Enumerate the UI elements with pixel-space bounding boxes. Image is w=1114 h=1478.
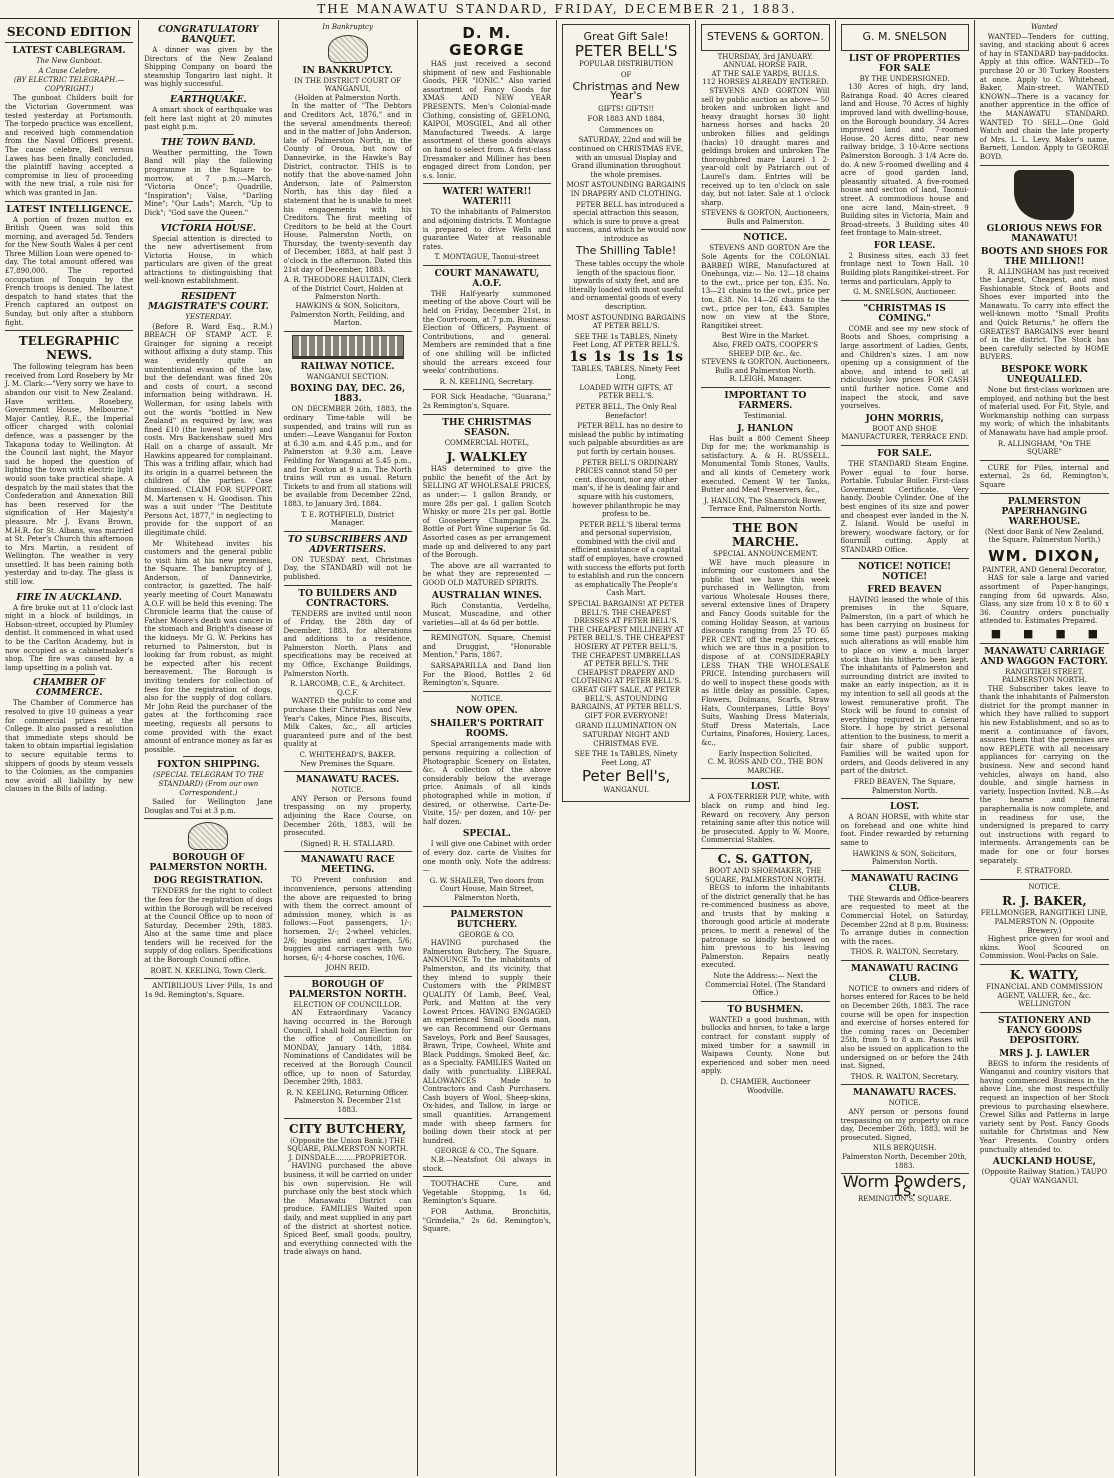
column-6	[696, 20, 835, 1476]
farmers-heading: IMPORTANT TO FARMERS.	[724, 390, 807, 411]
million-heading: BOOTS AND SHOES FOR THE MILLION!!	[980, 246, 1108, 267]
bilious-ad: ANTIBILIOUS Liver Pills, 1s and 1s 9d. Remington's, Square.	[144, 982, 273, 999]
gatton-subheading: BOOT AND SHOEMAKER, THE SQUARE, PALMERSTON NORTH.	[704, 866, 826, 884]
divider	[43, 674, 94, 675]
divider	[841, 960, 969, 961]
chamber-heading: CHAMBER OF COMMERCE.	[33, 678, 106, 699]
butchery-heading: CITY BUTCHERY,	[289, 1121, 407, 1136]
divider	[701, 387, 829, 388]
butchery-proprietor: J. DINSDALE.........PROPRIETOR.	[288, 1153, 407, 1162]
pbutchery-subheading: GEORGE & CO.	[458, 930, 515, 939]
divider	[423, 691, 551, 692]
dixon-ad: HAS for sale a large and varied assortment of Paper-hangings, ranging from 6d upwards. Also, Glass, any size from 10 x 8 to 60 x 36. Country orders punctually attended to. Estimates Prepared.	[979, 574, 1109, 626]
divider	[841, 445, 969, 446]
toothache-ad: TOOTHACHE Cure, and Vegetable Stopping, 1s 6d, Remington's Square.	[422, 1180, 551, 1206]
bushmen-heading: TO BUSHMEN.	[727, 1004, 804, 1015]
election-notice: AN Extraordinary Vacancy having occurred in the Borough Council, I shall hold an Election for the office of Councillor, on MONDAY, January 14th, 1884. Nominations of Candidates will be received at the Borough Council office, up to noon of Saturday, December 29th, 1883.	[283, 1009, 412, 1087]
worm-address: REMINGTON'S, SQUARE.	[857, 1195, 952, 1204]
auckland-heading: AUCKLAND HOUSE,	[992, 1157, 1096, 1168]
allingham-signature: R. ALLINGHAM, "On THE SQUARE"	[997, 439, 1091, 457]
thursday-line: THURSDAY, 3rd JANUARY.	[717, 52, 814, 61]
railway-subheading: WANGANUI SECTION.	[306, 372, 389, 381]
bon-ad: WE have much pleasure in informing our customers and the public that we have this week purchased in Wellington, from various Wholesale Houses there, several extensive lines of Drapery and Fancy Goods suitable for the coming Holiday Season, at various discounts ranging from 25 TO 65 PER CENT. off the regular prices, which we are thus in a position to dispose of at CONSIDERABLY LESS THAN THE WHOLESALE PRICE. Intending purchasers will do well to inspect these goods with as little delay as possible. Capes, Flowers, Dolmans, Scarfs, Straw Hats, Counterpanes, Little Boys' Suits, Washing Dress Materials, Stuff Dress Materials, Lace Curtains, Pinafores, Hosiery, Laces, &c.,	[701, 558, 830, 747]
local-news: Mr Whitehead invites his customers and the general public to visit him at his new premises, the Square. The bankruptcy of J. Anderson, of Dannevirke, contractor, is gazetted. The half-yearly meeting of Court Manawatu A.O.F. will be held this evening. The Chronicle learns that the cause of Father Moore's death was cancer in the stomach and Bright's disease of the kidneys. Mr G. W. Perkins has returned to Palmerston, but is looking far from robust, as might be expected after his recent bereavement. The Borough is inviting tenders for collection of fees for the registration of dogs, also for the supply of dog collars. Mr John Reid the purchaser of the gates at the forthcoming race meeting, requests all persons to come provided with the exact amount of entrance money as far as possible.	[144, 539, 273, 754]
court-notice: THE Half-yearly summoned meeting of the above Court will be held on Friday, December 21st, in the Court-room, at 7 p.m. Business: Election of Officers, Payment of Contributions, and general. Members are reminded that a fine of one shilling will be inflicted should the arrears exceed four weeks' contributions.	[422, 289, 551, 376]
matured-spirits: The above are all warranted to be what they are represented — GOOD OLD MATURED SPIRITS.	[422, 561, 551, 587]
shilling-mark: 1s	[617, 349, 635, 365]
glorious-heading: GLORIOUS NEWS FOR MANAWATU!	[986, 223, 1103, 244]
band-article: Weather permitting, the Town Band will play the following programme in the Square to-morrow, at 7 p.m.:—March, "Victoria Once"; Quadrille, "Inspiration"; Valse, "Darling Mine"; "Our Lads"; March, "Up to Dick"; "God save the Queen."	[144, 148, 273, 217]
wanted-ads: WANTED—Tenders for cutting, saving, and stacking about 6 acres of hay in STANDARD bay-paddocks. Apply at this office. WANTED—To purchase 20 or 30 Turkey Roosters at once. Apply to C. Whitehead, Baker, Main-street. WANTED KNOWN—There is a vacancy for another apprentice in the office of the MANAWATU STANDARD. WANTED TO SELL—One Gold Watch and chain the late property of Mrs. L. L. Levy. Maker's name, Barnett, London. Apply to GEORGE BOYD.	[979, 32, 1109, 161]
divider	[43, 589, 94, 590]
stevens-heading: STEVENS & GORTON.	[706, 30, 824, 43]
column-7	[836, 20, 975, 1476]
water-heading: WATER! WATER!! WATER!!!	[442, 187, 532, 208]
liberal-text: PETER BELL'S liberal terms and personal supervision, combined with the civil and efficient assistance of a capital staff of employes, have crowned with success the efforts put forth to establish and run the concern as emphatically The People's Cash Mart.	[567, 520, 686, 598]
column-2	[139, 20, 278, 1476]
wines-ad: Rich Constantia, Verdelho, Muscat, Muscadine, and other varieties—all at 4s 6d per bottle.	[422, 601, 551, 627]
best-wire: Best Wire in the Market.	[721, 332, 810, 341]
allingham-ad: R. ALLINGHAM has just received the Largest, Cheapest, and most Fashionable Stock of Boots and Shoes ever imported into the Manawatu. To carry into effect the well-known motto "Small Profits and Quick Returns," he offers the GREATEST BARGAINS ever heard of in the district. The Stock has been carefully selected by HOME BUYERS.	[979, 267, 1109, 362]
george-ad: HAS just received a second shipment of new and Fashionable Goods, PER "IONIC." Also varied assortment of Fancy Goods for XMAS AND NEW YEAR PRESENTS. Men's Colonial-made Clothing, consisting of, GEELONG, KAIPOI, MOSGIEL, And all other Manufactured Tweeds. A large assortment of these goods always on hand to select from. A first-class Dressmaker and Milliner has been engaged direct from London, per s.s. Ionic.	[422, 60, 551, 180]
victoria-article: Special attention is directed to the new advertisement from Victoria House, in which particulars are given of the great attractions to distinguishing that well-known establishment.	[144, 234, 273, 286]
shilling-text: These tables occupy the whole length of the spacious floor, upwards of sixty feet, and are literally loaded with most useful and ornamental goods of every description.	[568, 260, 685, 312]
foxton-credit: (SPECIAL TELEGRAM TO THE STANDARD) (From our own Correspondent.)	[152, 771, 264, 797]
dog-heading: DOG REGISTRATION.	[153, 876, 264, 887]
snelson-signature: G. M. SNELSON, Auctioneer.	[853, 288, 957, 297]
baker-name: R. J. BAKER,	[1002, 894, 1087, 909]
holden-line: (Holden at Palmerston North.	[294, 93, 401, 102]
shailer-heading: SHAILER'S PORTRAIT ROOMS.	[430, 719, 544, 740]
divider	[423, 389, 551, 390]
divider	[284, 585, 412, 586]
divider	[144, 978, 272, 979]
lost-ad: A FOX-TERRIER PUP, white, with black on rump and hind leg. Reward on recovery. Any person retaining same after this notice will be prosecuted. Apply to W. Moore, Commercial Stables.	[701, 793, 830, 845]
shilling-row	[566, 349, 686, 365]
election-signature: R. N. KEELING, Returning Officer.	[286, 1088, 409, 1097]
railway-notice: ON DECEMBER 26th, 1883, the ordinary Time-table will be suspended, and trains will run as under:—Leave Wanganui for Foxton at 6.30 a.m. and 4.45 p.m., and for Palmerston at 9.30 a.m. Leave Feilding for Wanganui at 5.45 p.m., and for Foxton at 9 a.m. The North trains will run as usual. Return Tickets to and from all stations will be available from December 22nd, 1883, to January 3rd, 1884.	[283, 405, 412, 508]
boot-icon	[1014, 170, 1074, 220]
royal-crest-icon	[328, 35, 368, 63]
boxing-day: BOXING DAY, DEC. 26, 1883.	[290, 384, 406, 405]
stevens-ad: STEVENS AND GORTON Will sell by public auction as above— 50 broken and unbroken light and heavy draught horses 30 light harness horses and hacks 20 unbroken fillies and geldings (hacks) 10 draught mares and geldings broken and unbroken The thoroughbred mare Laurel 1 2-year-old colt by Patriarch out of Laurel's dam. Entries will be received up to ten o'clock on sale day, but not later. Sale at 1 o'clock sharp.	[701, 86, 830, 207]
divider	[284, 771, 412, 772]
carriage-heading: MANAWATU CARRIAGE AND WAGGON FACTORY.	[980, 646, 1109, 667]
see-tables: SEE THE 1s TABLES, Ninety Feet Long, AT PETER BELL'S.	[572, 332, 680, 350]
gatton-ad: BEGS to inform the inhabitants of the district generally that he has re-commenced business as above, and trusts that by making a thorough good article at moderate prices, to merit a renewal of the patronage so kindly bestowed on him previous to his leaving Palmerston. Repairs neatly executed.	[701, 884, 830, 970]
gift-sale-heading: Great Gift Sale!	[583, 30, 669, 43]
commences-line: Commences on	[599, 125, 654, 134]
christmas-line: Christmas and New Year's	[572, 80, 680, 102]
divider	[701, 1001, 829, 1002]
shilling-table: The Shilling Table!	[575, 244, 677, 258]
races-subheading: NOTICE.	[888, 1099, 921, 1108]
pbutchery-ad: HAVING purchased the Palmerston Butchery, The Square, ANNOUNCE To the inhabitants of Palmerston, and its vicinity, that they intend to supply their Customers with the PRIMEST QUALITY Of Lamb, Beef, Veal, Pork, and Mutton at the very Lowest Prices. HAVING ENGAGED an experienced Small Goods man, we can Recommend our Germans Saveloys, Pork and Beef Sausages, Brawn, Tripe, Cowheel, White and Black Puddings, Smoked Beef, &c. as a Specialty. FAMILIES Waited on daily with punctuality. LIBERAL ALLOWANCES Made to Contractors and Cash Purchasers. Cash buyers of Wool, Sheep-skins, Ox-hides, and Tallow, in large or small quantities. Arrangement made with sheep farmers for boiling down their stock at per hundred.	[422, 939, 551, 1145]
paper-subheading: (Next door Bank of New Zealand, the Square, Palmerston North.)	[984, 527, 1104, 545]
shailer-ad: Special arrangements made with persons requiring a collection of Photographic Scenery on Estates, &c. A collection of the above considerably below the average price. Animals of all kinds photographed while in motion, if desired, or otherwise. Carte-De-Visite, 15/- per dozen, and 10/- per half dozen.	[422, 740, 551, 826]
see-tables2: SEE THE 1s TABLES, Ninety Feet Long, AT	[574, 750, 678, 767]
butchery-notice: HAVING purchased the above business, it will be carried on under his own supervision. He will purchase only the best stock which the Manawatu District can produce. FAMILIES Waited upon daily, and meat supplied in any part of the district at shortest notice. Spiced Beef, small goods, poultry, and everything connected with the trade always on hand.	[283, 1162, 412, 1257]
carriage-subheading: RANGITIKEI STREET, PALMERSTON NORTH.	[1001, 667, 1087, 685]
wanted-label: Wanted	[1031, 23, 1058, 31]
paint-pot-icon: ■	[1023, 626, 1034, 640]
builders-notice: TENDERS are invited until noon of Friday, the 28th day of December, 1883, for alterations and additions to a residence, Palmerston North. Plans and specifications may be received at my Office, Exchange Buildings, Palmerston North.	[283, 609, 412, 678]
shailer-signature: G. W. SHAILER, Two doors from Court House, Main Street, Palmerston North.	[429, 876, 544, 902]
years-line: FOR 1883 AND 1884,	[587, 115, 665, 124]
district-court: IN THE DISTRICT COURT OF WANGANUI,	[294, 76, 402, 94]
pbutchery-heading: PALMERSTON BUTCHERY.	[450, 909, 524, 930]
divider	[701, 229, 829, 230]
divider	[423, 265, 551, 266]
divider	[5, 330, 133, 331]
whitehead-address: New Premises the Square.	[300, 759, 395, 768]
hotel-subheading: COMMERCIAL HOTEL,	[444, 438, 530, 447]
list-heading: LIST OF PROPERTIES FOR SALE	[848, 53, 961, 74]
railway-heading: RAILWAY NOTICE.	[300, 361, 395, 372]
carriage-ad: THE Subscriber takes leave to thank the inhabitants of Palmerston district for the prompt manner in which they have rallied to support his new Establishment, and so as to merit a continuance of favors, assures them that the premises are now REPLETE with all necessary appliances for carrying on the business. New and second hand vehicles, always on hand, also double, and single harness in variety. Inspection Invited. N.B.—As the hearse and funeral paraphernalia is now complete, and in readiness for use, the undersigned is prepared to carry out instructions with regard to interments. Arrangements can be made for one or four horses separately.	[979, 684, 1109, 865]
chamber-article: The Chamber of Commerce has resolved to give 10 guineas a year for commercial prizes at the College. It also passed a resolution that immediate steps should be taken to obtain impartial legislation to secure equitable terms to shippers of goods by steam vessels to the Colonies, as the companies now avoid all liability by new clauses in the Bills of lading.	[5, 699, 134, 794]
divider	[284, 976, 412, 977]
divider	[5, 42, 133, 43]
notice-heading: NOTICE.	[743, 233, 788, 244]
races-signature: NILS BERQUISH.	[872, 1144, 937, 1153]
shilling-mark: 1s	[665, 349, 684, 365]
races-date: Palmerston North, December 20th, 1883.	[842, 1152, 968, 1170]
quake-heading: EARTHQUAKE.	[170, 94, 247, 105]
bon-subheading: SPECIAL ANNOUNCEMENT.	[713, 549, 818, 558]
for-sale-heading: FOR SALE.	[877, 448, 932, 459]
divider	[841, 1084, 969, 1085]
paint-pot-icon: ■	[1055, 626, 1066, 640]
victoria-heading: VICTORIA HOUSE.	[160, 223, 257, 234]
bon-heading: THE BON MARCHE.	[731, 520, 799, 549]
horse-fair: ANNUAL HORSE FAIR.	[723, 61, 808, 70]
wanganui-line: WANGANUI.	[603, 785, 649, 794]
banquet-heading: CONGRATULATORY BANQUET.	[158, 25, 259, 45]
bargain-list: SPECIAL BARGAINS! AT PETER BELL'S. THE CHEAPEST DRESSES AT PETER BELL'S. THE CHEAPEST MILLINERY AT PETER BELL'S. THE CHEAPEST HOSIERY AT PETER BELL'S. THE CHEAPEST UMBRELLAS AT PETER BELL'S. THE CHEAPEST DRAPERY AND CLOTHING AT PETER BELL'S. GREAT GIFT SALE, AT PETER BELL'S. ASTOUNDING BARGAINS, AT PETER BELL'S. GIFT FOR EVERYONE!	[567, 600, 685, 720]
whitehead-signature: C. WHITEHEAD'S, BAKER.	[299, 751, 396, 759]
masthead: THE MANAWATU STANDARD, FRIDAY, DECEMBER 21, 1883.	[0, 0, 1114, 19]
popular-line: POPULAR DISTRIBUTION	[578, 60, 674, 69]
sale-yards: AT THE SALE YARDS, BULLS.	[711, 69, 820, 78]
divider	[423, 906, 551, 907]
bargains-line: MOST ASTOUNDING BARGAINS IN DRAPERY AND CLOTHING.	[566, 181, 686, 198]
shilling-mark: 1s	[641, 349, 659, 365]
hanlon-name: J. HANLON	[737, 423, 794, 434]
races-subheading: NOTICE.	[331, 786, 364, 795]
stevens-box	[701, 24, 829, 51]
bankruptcy-heading: IN BANKRUPTCY.	[302, 65, 393, 76]
paint-pot-icon: ■	[1087, 626, 1099, 640]
peter-bell-heading: PETER BELL'S	[574, 41, 678, 60]
columns	[0, 20, 1114, 1476]
testimonial-label: Testimonial.	[743, 411, 787, 420]
george-heading: D. M. GEORGE	[449, 24, 525, 59]
beaven-name: FRED BEAVEN	[867, 584, 942, 595]
leigh-line: R. LEIGH, Manager.	[729, 375, 802, 384]
court-heading: RESIDENT MAGISTRATE'S COURT.	[147, 292, 269, 313]
divider	[841, 558, 969, 559]
special-ad: I will give one Cabinet with order of every doz. carte de Visites for one month only. Note the address:—	[422, 840, 551, 875]
peter-bell-ad	[562, 24, 690, 802]
meeting-heading: MANAWATU RACE MEETING.	[300, 855, 395, 876]
races-notice: ANY Person or Persons found trespassing on my property, adjoining the Race Course, on December 26th, 1883, will be prosecuted.	[283, 794, 412, 838]
lawler-ad: BEGS to inform the residents of Wanganui and country visitors that having commenced Business in the above Line, she most respectfully request an inspection of her Stock previous to purchasing elsewhere. Crewel Silks and Patterns in large variety sent by Post. Fancy Goods suitable for Christmas and New Year Presents. Country orders punctually attended to.	[979, 1059, 1109, 1154]
hanlon-ad: Has built a 800 Cement Sheep Dip for me; the workmanship is satisfactory. A. & H. RUSSELL. Monumental Tomb Stones, Vaults, and all kinds of Cemetery work executed. Cement W ter Tanks, Butter and Meat Preservers, &c.,	[701, 434, 830, 495]
races-signature: (Signed) R. H. STALLARD.	[300, 839, 395, 848]
paper-heading: PALMERSTON PAPERHANGING WAREHOUSE.	[1001, 496, 1088, 527]
court-article: (Before R. Ward Esq., R.M.) BREACH OF STAMP ACT. F. Grainger for signing a receipt without affixing a duty stamp. This was evidently quite an unintentional evasion of the law, but the defendant was fined 20s and costs of court, a second information being withdrawn. H. Wollerman, for using labels with out the words "bottled in New Zealand" as required by law, was fined £10 (the lowest penalty) and costs. Mrs Backenshaw sued Mrs Hall on a charge of assault. Mr Hawkins appeared for complainant. This was a trifling affair, which had its origin in a quarrel between the children of the parties. Case dismissed. CLAIM FOR SUPPORT. M. Martensen v. H. Goodison. This was a suit under "The Destitute Persons Act, 1877," in neglecting to provide for the support of an illegitimate child.	[144, 322, 273, 537]
edition-heading: SECOND EDITION	[6, 25, 132, 39]
water-signature: T. MONTAGUE, Taonui-street	[434, 253, 540, 262]
watty-name: K. WATTY,	[1009, 967, 1079, 982]
butchery-subheading: (Opposite the Union Bank.) THE SQUARE, PALMERSTON NORTH.	[287, 1136, 409, 1154]
hotel-heading: THE CHRISTMAS SEASON.	[442, 417, 532, 438]
address-note: Note the Address:— Next the Commercial Hotel. (The Standard Office.)	[705, 972, 826, 998]
foxton-heading: FOXTON SHIPPING.	[157, 760, 260, 771]
meeting-signature: JOHN REID.	[325, 964, 370, 973]
divider	[841, 798, 969, 799]
divider	[980, 879, 1109, 880]
column-4	[418, 20, 557, 1476]
whitehead-ad: WANTED the public to come and purchase their Christmas and New Year's Cakes, Mince Pies, Biscuits, Milk Cakes, &c., all articles guaranteed pure and of the best quality at	[283, 697, 412, 749]
fire-heading: FIRE IN AUCKLAND.	[16, 592, 122, 603]
divider	[183, 756, 234, 757]
coming-heading: "CHRISTMAS IS COMING."	[863, 303, 946, 324]
lost-heading: LOST.	[750, 782, 781, 793]
band-heading: THE TOWN BAND.	[161, 137, 256, 148]
divider	[701, 517, 829, 518]
walkley-ad: HAS determined to give the public the benefit of the Act by SELLING AT WHOLESALE PRICES, as under:— 1 gallon Brandy, or more 28s per gal. 1 gallon Scotch Whisky or more 21s per gal. Bottle of Gooseberry Champagne 2s. Bottle of Port Wine superior 5s 6d. Assorted cases as per arrangement made up and delivered to any part of the Borough.	[422, 465, 551, 560]
early-inspection: Early Inspection Solicited.	[718, 749, 813, 758]
divider	[980, 1012, 1109, 1013]
list-ad: 130 Acres of high, dry land, Rairanga Road. 40 Acres cleared land and House. 70 Acres of highly improved land with dwelling-house, on the Borough boundary. 34 Acres improved land and 7-roomed House. 20 Acres ditto, near new railway bridge. 3 10-Acre sections Palmerston Borough. 3 1/4 Acre do. do. A new 5-roomed dwelling and 4 acre of good garden land, pleasantly situated. A five-roomed house and section of land, Taonui-street. A commodious house and one acre land, Main-street. 9 Building sites in Victoria, Main and Broad-streets. 3 Building sites 40 feet frontage to Main-street.	[840, 83, 969, 238]
beaven-signature: FRED BEAVEN, The Square, Palmerston North.	[853, 777, 956, 795]
racing-club-signature: THOS. R. WALTON, Secretary.	[850, 948, 959, 957]
divider	[841, 300, 969, 301]
intel-article: A portion of frozen mutton ex British Queen was sold this morning, and averaged 5d. Tenders for the New South Wales 4 per cent Three Million Loan were opened to-day. The total amount offered was £7,890,000. The reported occupation of Tonquin by the French troops is denied. The latest despatch to hand states that the French captured an outpost on Sunday, but only after a stubborn fight.	[5, 215, 134, 327]
dog-signature: ROBT. N. KEELING, Town Clerk.	[150, 966, 267, 975]
neatsfoot-note: N.B.—Neatsfoot Oil always in stock.	[422, 1155, 551, 1173]
divider	[841, 870, 969, 871]
bargains2-line: MOST ASTOUNDING BARGAINS AT PETER BELL'S.	[566, 313, 686, 331]
bankruptcy-label: In Bankruptcy	[322, 23, 373, 31]
headache-ad: FOR Sick Headache, "Guarana," 2s Remington's, Square.	[422, 393, 551, 410]
wines-heading: AUSTRALIAN WINES.	[431, 590, 542, 601]
beaven-ad: HAVING leased the whole of this premises in the Square, Palmerston, (in a part of which he has been carrying on business for some time past) purposes making such alterations as will enable him to place on view a much larger stock than his hitherto been kept. The inhabitants of Palmerston and surrounding district are invited to make an early inspection, as it is my intention to sell all goods at the lowest remunerative profit. The Stock will be found to consist of everything required in a General Store. I hope by strict personal attention to the business, to merit a fair share of public support. Families will be waited upon for orders, and Goods delivered in any part of the district.	[840, 595, 969, 776]
dog-notice: TENDERS for the right to collect the fees for the registration of dogs within the Borough will be received at the Council Office up to noon of Saturday, December 29th, 1883. Also at the same time and place tenders will be received for the supply of dog collars. Specifications at the Borough Council office.	[144, 887, 273, 965]
dixon-name: WM. DIXON,	[988, 546, 1101, 565]
gatton-heading: C. S. GATTON,	[717, 851, 814, 866]
special-heading: SPECIAL.	[462, 829, 511, 840]
racing-club-notice: THE Stewards and Office-bearers are requested to meet at the Commercial Hotel, on Saturday, December 22nd at 8 p.m. Business: To arrange duties in connection with the races.	[840, 894, 969, 946]
column-3	[279, 20, 418, 1476]
illumination-line: GRAND ILLUMINATION ON SATURDAY NIGHT AND CHRISTMAS EVE.	[575, 722, 677, 748]
carriage-signature: F. STRATFORD.	[1016, 867, 1073, 876]
divider	[980, 643, 1109, 644]
of-line: OF	[620, 70, 632, 79]
divider	[980, 964, 1109, 965]
election-date: Palmerston N. December 21st 1883.	[294, 1097, 401, 1114]
divider	[144, 818, 272, 819]
entered-line: 112 HORSES ALREADY ENTERED.	[702, 78, 829, 87]
divider	[701, 778, 829, 779]
election-subheading: ELECTION OF COUNCILLOR.	[293, 1000, 402, 1009]
also-line: Also, FRED OATS, COOPER'S SHEEP DIP, &c., &c.	[712, 341, 819, 358]
hanlon-signature: J. HANLON, The Shamrock Bower, Terrace End, Palmerston North.	[704, 496, 827, 514]
borough-heading: BOROUGH OF PALMERSTON NORTH.	[149, 853, 268, 874]
divider	[183, 288, 234, 289]
divider	[423, 414, 551, 415]
bushmen-signature: D. CHAMIER, Auctioneer Woodville.	[720, 1077, 811, 1095]
stevens-signature-2: STEVENS & GORTON, Auctioneers, Bulls and Palmerston North.	[701, 358, 830, 375]
loaded-line: LOADED WITH GIFTS, AT PETER BELL'S.	[579, 383, 673, 401]
gunboat-article: The gunboat Childers built for the Victorian Government was tested yesterday at Portsmouth. The torpedo practice was excellent, and received high commendation from the Naval Officers present. The cause celebre, Bell versus Lawes has been finally concluded, the plaintiff having accepted a compromise in lieu of proceeding with the new trial, a rule nisi for which was granted in Jan.	[5, 94, 134, 197]
lost-heading: LOST.	[889, 802, 920, 813]
gunboat-subtitle: A Cause Celebre.	[38, 66, 100, 75]
by-line: BY THE UNDERSIGNED.	[859, 74, 950, 83]
divider	[980, 493, 1109, 494]
racing-club-notice-2: NOTICE to owners and riders of horses entered for Races to be held on December 26th, 1883. The race course will be open for inspection and exercise of horses entered for the coming races on December 25th, from 5 to 8 a.m. Passes will also be issued on application to the undersigned on or before the 24th inst. Signed,	[840, 984, 969, 1071]
borough-crest-icon	[188, 822, 228, 850]
solicitors: HAWKINS & SON, Solicitors, Palmerston North, Feilding, and Marton.	[290, 302, 405, 328]
divider	[284, 531, 412, 532]
subscribers-heading: TO SUBSCRIBERS AND ADVERTISERS.	[287, 534, 408, 555]
shilling-mark: 1s	[593, 349, 611, 365]
notice-label: NOTICE.	[470, 694, 503, 703]
qcf-line: Q.C.F.	[337, 688, 359, 697]
intel-heading: LATEST INTELLIGENCE.	[6, 204, 132, 215]
engine-ad: THE STANDARD Steam Engine. Power equal to four horse. Portable. Tubular Boiler. First-class Government Certificate. Very handy. Double Cylinder. One of the best engines of its size and power and cheapest ever landed in the N. Z. Island. Would be useful in brewery, woodware factory, or for flourmill cutting. Apply at STANDARD Office.	[840, 459, 969, 554]
races-heading: MANAWATU RACES.	[296, 775, 400, 786]
train-icon	[292, 335, 404, 359]
lease-heading: FOR LEASE.	[873, 240, 936, 251]
walkley-name: J. WALKLEY	[446, 450, 527, 465]
foxton-article: Sailed for Wellington Jane Douglas and Tui at 3 p.m.	[144, 798, 273, 815]
baker-subheading: FELLMONGER, RANGITIKEI LINE, PALMERSTON N. (Opposite Brewery.)	[980, 909, 1108, 935]
stevens-signature: STEVENS & GORTON, Auctioneers, Bulls and Palmerston.	[701, 209, 830, 226]
fire-article: A fire broke out at 11 o'clock last night in a block of buildings, in Hobson-street, occupied by Plumley dentist. It commenced in what used to be the Carlton Academy, but is now occupied as a cabinetmaker's shop. The fire was caused by a lamp upsetting in a polish vat.	[5, 603, 134, 672]
paint-pot-icons	[980, 626, 1109, 640]
bespoke-ad: None but first-class workmen are employed, and nothing but the best of material used. For Fit, Style, and Workmanship nothing can surpass my work; of which the inhabitants of Manawatu have had ample proof.	[979, 386, 1109, 437]
notices-heading: NOTICE! NOTICE! NOTICE!	[858, 561, 952, 582]
bell-intro: PETER BELL has introduced a special attraction this season, which is sure to prove a great success, and which he would now introduce as	[566, 200, 686, 243]
shilling-mark: 1s	[569, 349, 587, 365]
morris-name: JOHN MORRIS,	[865, 413, 944, 424]
benefactor-line: PETER BELL, The Only Real Benefactor!	[575, 402, 677, 420]
racing-club-signature-2: THOS. R. WALTON, Secretary.	[850, 1072, 959, 1081]
gunboat-title: The New Gunboat.	[35, 57, 103, 65]
racing-club-heading: MANAWATU RACING CLUB.	[851, 873, 959, 894]
lost-signature: HAWKINS & SON, Solicitors, Palmerston North.	[852, 849, 957, 867]
divider	[284, 331, 412, 332]
bells-name: Peter Bell's,	[581, 767, 671, 786]
worm-powders: Worm Powders, 1s.	[842, 1172, 967, 1200]
now-open: NOW OPEN.	[456, 706, 518, 717]
divider	[423, 630, 551, 631]
asthma-ad: FOR Asthma, Bronchitis, "Grindelia," 2s 6d. Remington's, Square.	[422, 1207, 551, 1234]
telegraphic-heading: TELEGRAPHIC NEWS.	[18, 334, 120, 363]
lease-ad: 2 Business sites, each 33 feet frontage next to Town Hall. 10 Building plots Rangitikei-street. For terms and particulars, Apply to	[840, 251, 969, 286]
lost-ad: A ROAN HORSE, with white star on forehead and one white hind foot. Finder rewarded by returning same to	[840, 813, 969, 847]
bankruptcy-notice: In the matter of "The Debtors and Creditors Act, 1876," and in the several amendments thereof; and in the matter of John Anderson, late of Palmerston North, in the County of Oroua, but now of Dannevirke, in the Hawke's Bay District, contractor. THIS is to notify that the above-named John Anderson, late of Palmerston North, has this day filed a statement that he is unable to meet his engagements with his Creditors. The first meeting of Creditors to be held at the Court House, Palmerston North, on Thursday, the twenty-seventh day of December, 1883, at half past 3 o'clock in the afternoon. Dated this 21st day of December, 1883.	[283, 102, 412, 274]
divider	[284, 851, 412, 852]
notice-label: NOTICE.	[1028, 882, 1061, 891]
races-notice: ANY person or persons found trespassing on my property on race day, December 26th, 1883, will be prosecuted. Signed,	[840, 1108, 969, 1142]
divider	[183, 220, 234, 221]
saturday-text: SATURDAY, 22nd and will be continued on CHRISTMAS EVE, with an unusual Display and Grand illumination throughout the whole premises.	[569, 136, 684, 179]
court-heading: COURT MANAWATU, A.O.F.	[434, 268, 540, 289]
lawler-name: MRS J. J. LAWLER	[999, 1048, 1090, 1059]
sarsaparilla-ad: SARSAPARILLA and Dand lion For the Blood, Bottles 2 6d Remington's, Square.	[422, 662, 551, 688]
column-1	[0, 20, 139, 1476]
election-heading: BOROUGH OF PALMERSTON NORTH.	[288, 979, 407, 1000]
baker-ad: Highest price given for wool and skins. Wool Scoured on Commission. Wool-Packs on Sale.	[979, 935, 1109, 961]
bon-signature: C. M. ROSS AND CO., THE BON MARCHE.	[707, 758, 824, 775]
misled-text: PETER BELL has no desire to mislead the public by intimating such palpable absurdities as are put forth by certain houses.	[568, 422, 684, 456]
divider	[701, 848, 829, 849]
remington-ad: REMINGTON, Square, Chemist and Druggist, "Honorable Mention," Paris, 1867.	[422, 634, 551, 660]
meeting-notice: TO Prevent confusion and inconvenience, persons attending the above are requested to bring with them the correct amount of admission money, which is as follows:—Foot passengers, 1/-; horsemen, 2/-; 2-wheel vehicles, 2/6; buggies and carriages, 5/6; buggies and carriages with two horses, 6/-; 4-horse coaches, 10/6.	[283, 876, 412, 962]
snelson-box	[841, 24, 969, 51]
divider	[284, 1118, 412, 1119]
banquet-article: A dinner was given by the Directors of the New Zealand Shipping Company on board the steamship Tongariro last night. It was highly successful.	[144, 46, 273, 89]
column-8	[975, 20, 1114, 1476]
snelson-heading: G. M. SNELSON	[862, 30, 947, 43]
telegraphic-article: The following telegram has been received from Lord Rosebery by Mr J. M. Clark:—"Very sorry we have to abandon our visit to New Zealand. Have written. Rosebery, Government House, Melbourne." Major Cantley, R.E., the Imperial officer charged with colonial defence, was a passenger by the Takapuna today to Wellington. At the Council last night, the Mayor said he hoped the question of lighting the town with electric light would soon take practical shape. A despatch by the mail states that the Confederation and Annexation Bill has been reserved for the signification of Her Majesty's pleasure. Mr J. Evans Brown, M.H.R. for St. Albans, was married at St. Peter's Church this afternoon to Mrs Martin, a resident of Wellington. The weather is very unsettled. It has been raining both yesterday and to-day. The glass is still low.	[5, 363, 134, 587]
builders-heading: TO BUILDERS AND CONTRACTORS.	[298, 588, 397, 609]
wire-ad: STEVENS AND GORTON Are the Sole Agents for the COLONIAL BARBED WIRE, Manufactured at Onehunga, viz:— No. 12—18 chains to the cwt., price per ton, £35. No. 13—21 chains to the cwt., price per ton, £38. No. 14—26 chains to the cwt., price per ton, £43. Samples now on view at the Store, Rangitikei street.	[701, 244, 830, 330]
divider	[423, 1176, 551, 1177]
bankruptcy-signature: A. R. THEODORE HAULTAIN, Clerk of the District Court, Holden at Palmerston North.	[283, 276, 412, 302]
dixon-subheading: PAINTER, AND General Decorator,	[982, 565, 1107, 574]
bushmen-ad: WANTED a good bushman, with bullocks and horses, to take a large contract for constant supply of mixed timber for a sawmill in Waipawa County. None but experienced and sober men need apply.	[701, 1015, 830, 1076]
pbutchery-signature: GEORGE & CO., The Square.	[435, 1147, 539, 1156]
racing-club-heading-2: MANAWATU RACING CLUB.	[851, 963, 959, 984]
ordinary-text: PETER BELL'S ORDINARY PRICES cannot stand 50 per cent. discount, nor any other man's, if he is dealing fair and square with his customers, however philanthropic he may profess to be.	[572, 458, 681, 519]
railway-signature: T. E. ROTHFIELD, District Manager.	[301, 510, 395, 528]
depository-heading: STATIONERY AND FANCY GOODS DEPOSITORY.	[997, 1015, 1091, 1046]
tables-line: TABLES, TABLES, Ninety Feet Long,	[572, 364, 681, 382]
paint-pot-icon: ■	[990, 626, 1002, 640]
court-subheading: YESTERDAY.	[185, 313, 232, 322]
divider	[183, 91, 234, 92]
bespoke-heading: BESPOKE WORK UNEQUALLED.	[1001, 365, 1088, 386]
water-ad: TO the inhabitants of Palmerston and adjoining districts. T. Montague is prepared to drive Wells and guarantee Water at reasonable rates.	[422, 208, 551, 251]
races-heading: MANAWATU RACES.	[853, 1088, 957, 1099]
column-5	[557, 20, 696, 1476]
divider	[5, 201, 133, 202]
divider	[980, 460, 1109, 461]
watty-subheading: FINANCIAL AND COMMISSION AGENT, VALUER, &c., &c. WELLINGTON	[986, 982, 1103, 1009]
builders-signature: R. LARCOMB, C.E., & Architect.	[290, 680, 406, 689]
subscribers-notice: ON TUESDAY next, Christmas Day, the STANDARD will not be published.	[283, 555, 412, 581]
morris-subheading: BOOT AND SHOE MANUFACTURER, TERRACE END.	[841, 424, 968, 442]
divider	[183, 134, 234, 135]
divider	[980, 165, 1109, 166]
gunboat-credit: (BY ELECTRIC TELEGRAPH.—COPYRIGHT.)	[13, 76, 125, 93]
gifts-line: GIFTS! GIFTS!!	[598, 104, 655, 113]
auckland-subheading: (Opposite Railway Station.) TAUPO QUAY WANGANUI.	[981, 1168, 1108, 1185]
court-signature: R. N. KEELING, Secretary.	[439, 377, 535, 386]
morris-ad: COME and see my new stock of Boots and Shoes, comprising a large assortment of Ladies, Gents, and Children's sizes. I am now opening up a consignment of the above, and intend to sell at ridiculously low prices FOR CASH until further notice. Come and inspect the stock, and save yourselves.	[840, 324, 969, 411]
divider	[423, 183, 551, 184]
cable-heading: LATEST CABLEGRAM.	[12, 46, 126, 56]
quake-article: A smart shock of earthquake was felt here last night at 20 minutes past eight p.m.	[144, 105, 273, 132]
piles-ad: CURE for Piles, internal and external, 2s 6d, Remington's, Square	[979, 463, 1109, 489]
